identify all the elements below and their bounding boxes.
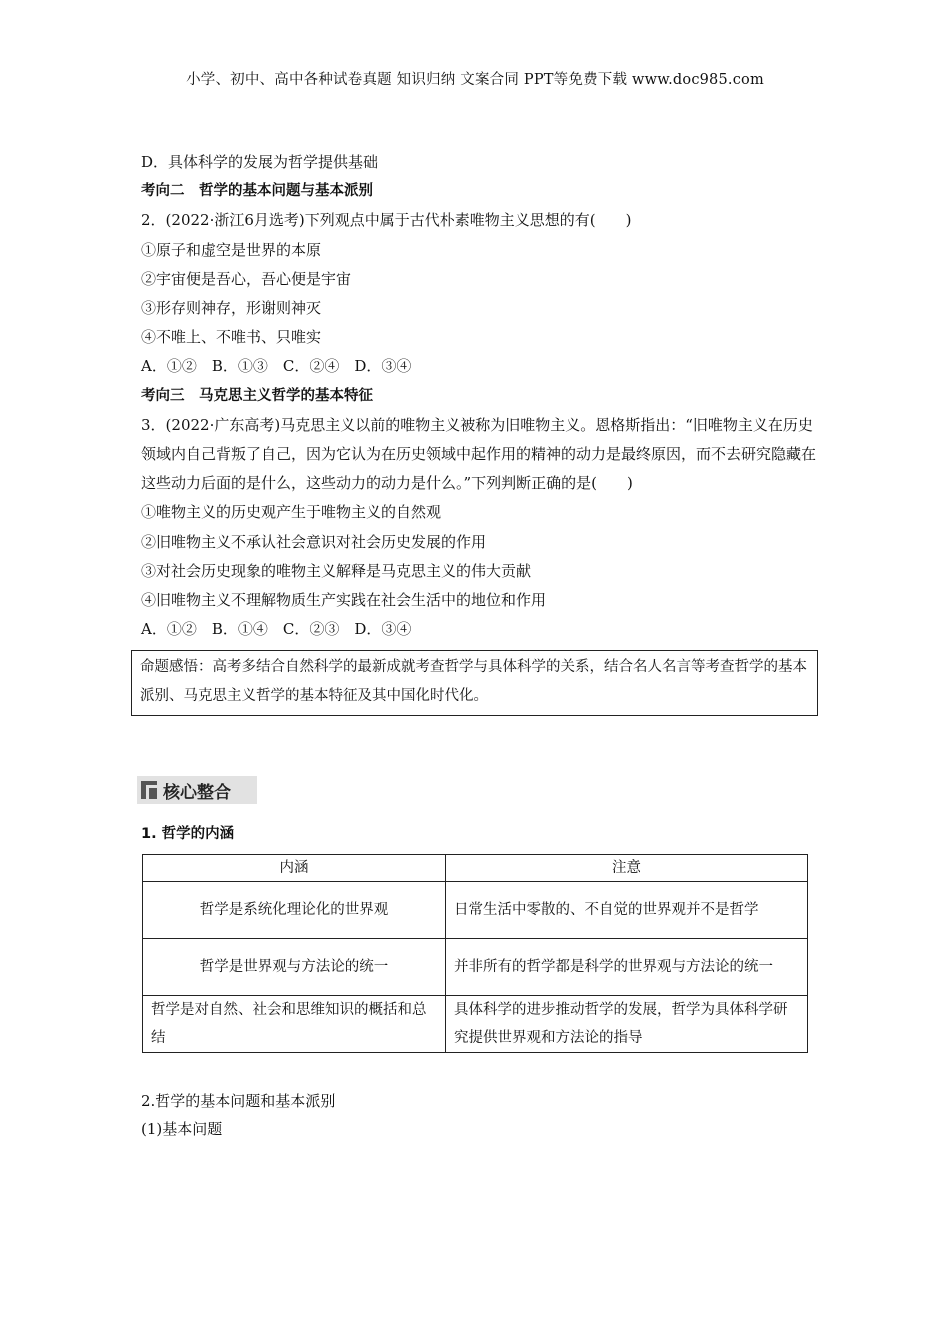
column-header: 注意 [446, 855, 808, 882]
q3-item: ①唯物主义的历史观产生于唯物主义的自然观 [141, 503, 442, 522]
exercise-content [141, 148, 819, 716]
table-cell: 哲学是系统化理论化的世界观 [143, 882, 446, 939]
point2-title: 2.哲学的基本问题和基本派别 [141, 1092, 336, 1110]
q3-item: ④旧唯物主义不理解物质生产实践在社会生活中的地位和作用 [141, 591, 547, 610]
table-row [143, 882, 808, 939]
q2-options: A．①② B．①③ C．②④ D．③④ [141, 357, 412, 376]
section-marker-icon [141, 781, 157, 799]
q2-item: ①原子和虚空是世界的本原 [141, 240, 322, 259]
table-row [143, 939, 808, 996]
option-d: D．具体科学的发展为哲学提供基础 [141, 153, 379, 171]
table-cell: 并非所有的哲学都是科学的世界观与方法论的统一 [446, 939, 808, 996]
insight-box: 命题感悟：高考多结合自然科学的最新成就考查哲学与具体科学的关系，结合名人名言等考查哲学的基本派别、马克思主义哲学的基本特征及其中国化时代化。 [131, 650, 818, 716]
q3-item: ②旧唯物主义不承认社会意识对社会历史发展的作用 [141, 532, 487, 551]
point2-subtitle: (1)基本问题 [141, 1120, 223, 1138]
table-cell: 具体科学的进步推动哲学的发展，哲学为具体科学研究提供世界观和方法论的指导 [446, 996, 808, 1053]
direction3-heading: 考向三 马克思主义哲学的基本特征 [141, 387, 373, 404]
table-cell: 哲学是对自然、社会和思维知识的概括和总结 [143, 996, 446, 1053]
point1-title: 1. 哲学的内涵 [141, 826, 235, 842]
direction2-heading: 考向二 哲学的基本问题与基本派别 [141, 183, 373, 200]
table-cell: 日常生活中零散的、不自觉的世界观并不是哲学 [446, 882, 808, 939]
table-cell: 哲学是世界观与方法论的统一 [143, 939, 446, 996]
q2-item: ④不唯上、不唯书、只唯实 [141, 328, 322, 347]
philosophy-table [142, 854, 808, 1053]
column-header: 内涵 [143, 855, 446, 882]
q2-item: ③形存则神存，形谢则神灭 [141, 299, 322, 318]
q3-options: A．①② B．①④ C．②③ D．③④ [141, 620, 412, 639]
section-heading [137, 776, 257, 804]
q3-item: ③对社会历史现象的唯物主义解释是马克思主义的伟大贡献 [141, 561, 532, 580]
table-row [143, 996, 808, 1053]
question3: 3．(2022·广东高考)马克思主义以前的唯物主义被称为旧唯物主义。恩格斯指出：“旧唯物主义在历史领域内自己背叛了自己，因为它认为在历史领域中起作用的精神的动力是最终原因，而不去研究隐藏在这些动力后面的是什么，这些动力的动力是什么。”下列判断正确的是( ) [141, 415, 817, 493]
question2: 2．(2022·浙江6月选考)下列观点中属于古代朴素唯物主义思想的有( ) [141, 211, 632, 230]
section-title: 核心整合 [163, 782, 231, 803]
table-header-row [143, 855, 808, 882]
page-header: 小学、初中、高中各种试卷真题 知识归纳 文案合同 PPT等免费下载 www.doc985.com [186, 72, 764, 88]
q2-item: ②宇宙便是吾心，吾心便是宇宙 [141, 269, 352, 288]
